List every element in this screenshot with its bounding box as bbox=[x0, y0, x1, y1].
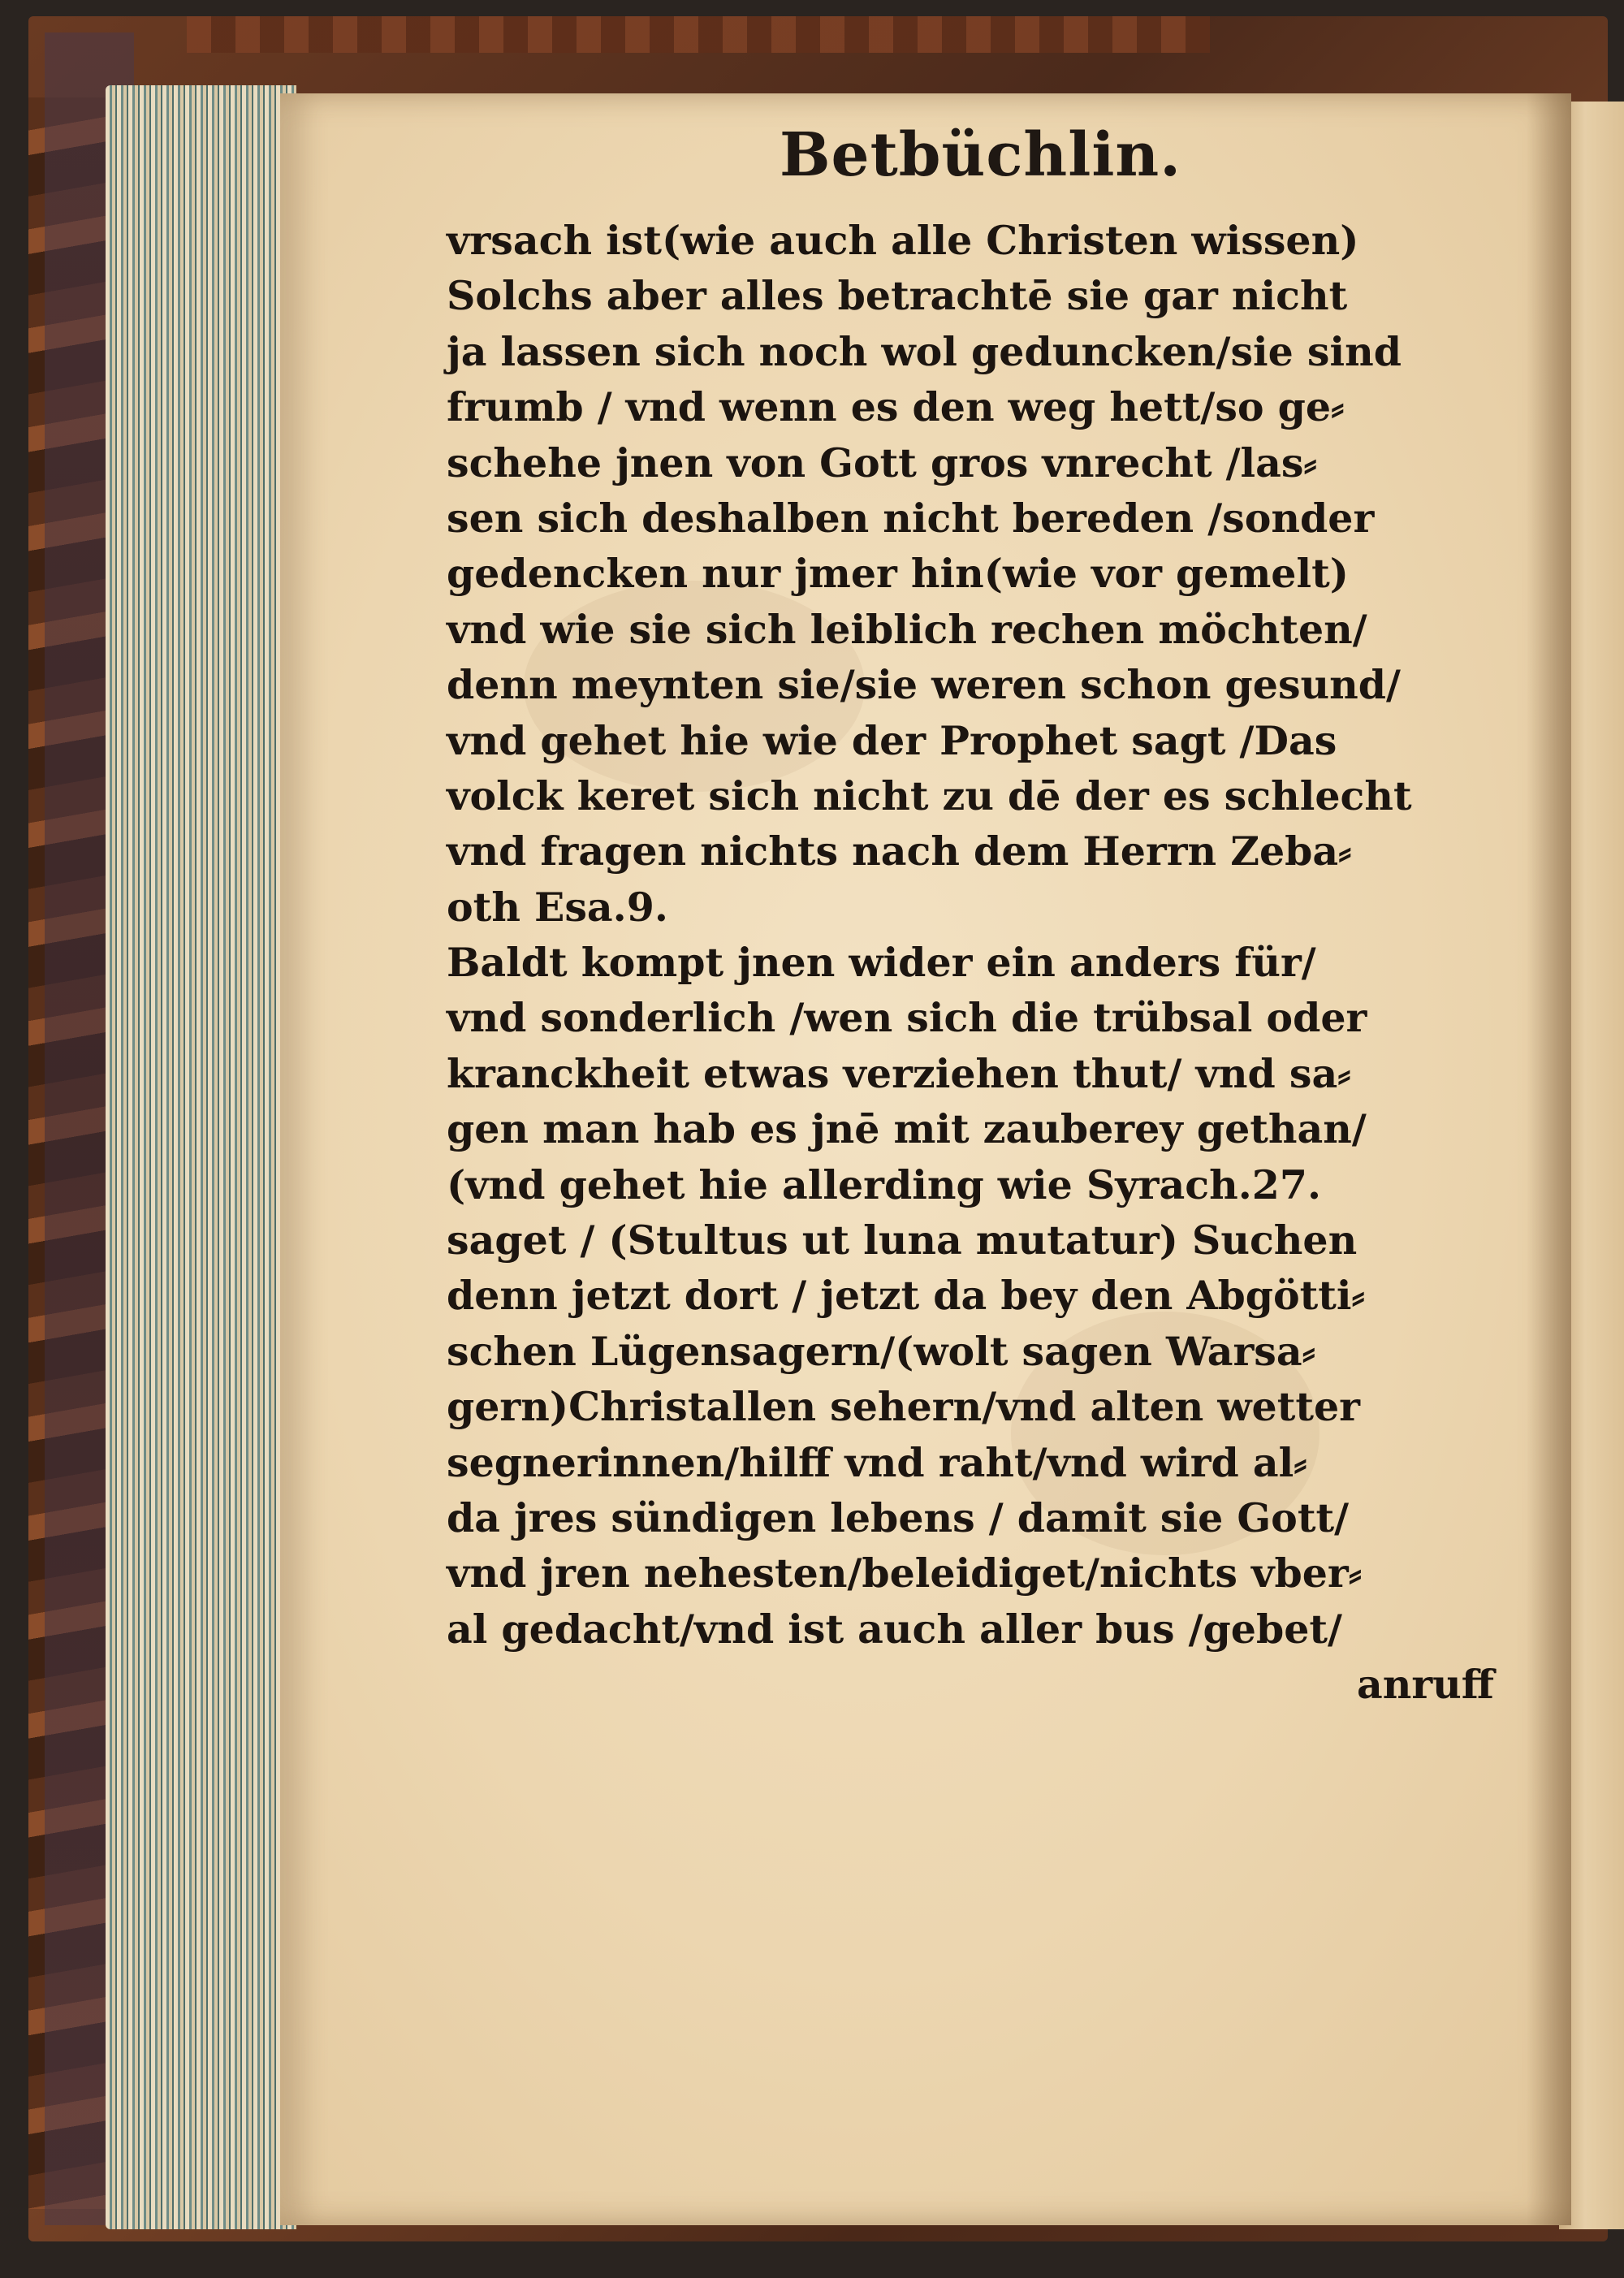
text-line: vnd jren nehesten/beleidiget/nichts vber⸗ bbox=[447, 1550, 1363, 1597]
text-line: segnerinnen/hilff vnd raht/vnd wird al⸗ bbox=[447, 1438, 1307, 1486]
text-line: Baldt kompt jnen wider ein anders für/ bbox=[447, 939, 1316, 987]
page-edges bbox=[106, 85, 296, 2229]
text-line: da jres sündigen lebens / damit sie Gott/ bbox=[447, 1493, 1350, 1541]
body-text bbox=[447, 213, 1494, 1713]
text-line: oth Esa.9. bbox=[447, 883, 668, 931]
catchword: anruff bbox=[1356, 1661, 1494, 1709]
running-head: Betbüchlin. bbox=[780, 120, 1181, 190]
text-line: al gedacht/vnd ist auch aller bus /gebet/ bbox=[447, 1605, 1342, 1653]
page-gutter bbox=[1527, 93, 1571, 2225]
text-line: gedencken nur jmer hin(wie vor gemelt) bbox=[447, 550, 1349, 598]
text-line: vnd wie sie sich leiblich rechen möchten/ bbox=[447, 605, 1367, 653]
text-line: vnd fragen nichts nach dem Herrn Zeba⸗ bbox=[447, 828, 1352, 875]
text-line: kranckheit etwas verziehen thut/ vnd sa⸗ bbox=[447, 1049, 1351, 1097]
text-line: denn meynten sie/sie weren schon gesund/ bbox=[447, 661, 1401, 709]
text-line: vnd sonderlich /wen sich die trübsal oder bbox=[447, 994, 1367, 1042]
text-line: ja lassen sich noch wol geduncken/sie sind bbox=[447, 327, 1402, 375]
cover-top-edge bbox=[187, 16, 1210, 53]
text-line: gen man hab es jnē mit zauberey gethan/ bbox=[447, 1105, 1367, 1153]
text-line: sen sich deshalben nicht bereden /sonder bbox=[447, 494, 1375, 542]
text-line: vrsach ist(wie auch alle Christen wissen) bbox=[447, 217, 1359, 264]
text-line: schehe jnen von Gott gros vnrecht /las⸗ bbox=[447, 439, 1317, 486]
text-line: schen Lügensagern/(wolt sagen Warsa⸗ bbox=[447, 1327, 1315, 1375]
text-line: saget / (Stultus ut luna mutatur) Suchen bbox=[447, 1217, 1358, 1264]
text-line: (vnd gehet hie allerding wie Syrach.27. bbox=[447, 1161, 1322, 1208]
text-line: volck keret sich nicht zu dē der es schlecht bbox=[447, 772, 1412, 819]
text-line: gern)Christallen sehern/vnd alten wetter bbox=[447, 1383, 1360, 1431]
text-line: frumb / vnd wenn es den weg hett/so ge⸗ bbox=[447, 383, 1345, 431]
text-line: vnd gehet hie wie der Prophet sagt /Das bbox=[447, 716, 1337, 764]
text-line: denn jetzt dort / jetzt da bey den Abgötti⸗ bbox=[447, 1272, 1365, 1320]
text-line: Solchs aber alles betrachtē sie gar nicht bbox=[447, 272, 1348, 320]
